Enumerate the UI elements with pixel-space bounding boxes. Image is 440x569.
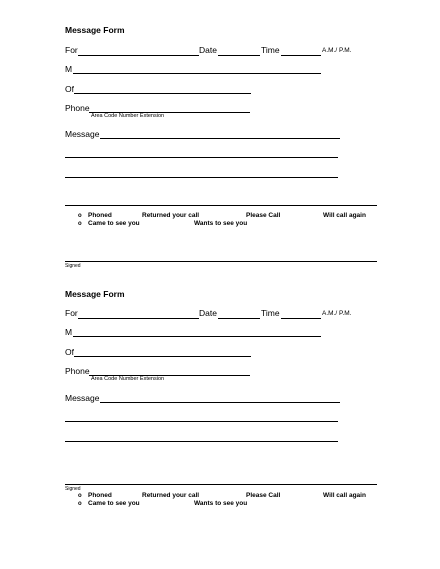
date-field[interactable] xyxy=(218,55,260,56)
for-label: For xyxy=(65,45,78,55)
option-please-call[interactable]: Please Call xyxy=(246,212,281,219)
m-field[interactable] xyxy=(73,73,321,74)
m-label: M xyxy=(65,327,73,337)
option-wants-to-see[interactable]: Wants to see you xyxy=(194,500,248,507)
of-label: Of xyxy=(65,84,74,94)
of-label: Of xyxy=(65,347,74,357)
option-returned-call[interactable]: Returned your call xyxy=(142,492,200,499)
signed-line[interactable] xyxy=(65,261,377,262)
message-line-3[interactable] xyxy=(65,441,338,442)
phone-sub-label: Area Code Number Extension xyxy=(91,376,165,382)
signed-label: Signed xyxy=(65,486,81,492)
ampm-label: A.M./ P.M. xyxy=(322,47,352,54)
message-label: Message xyxy=(65,393,100,403)
option-came-to-see[interactable]: o Came to see you xyxy=(78,220,140,227)
phone-label: Phone xyxy=(65,103,90,113)
for-field[interactable] xyxy=(78,55,199,56)
checkbox-icon: o xyxy=(78,213,82,219)
date-label: Date xyxy=(199,308,217,318)
phone-sub-label: Area Code Number Extension xyxy=(91,113,165,119)
time-label: Time xyxy=(261,308,280,318)
form-title: Message Form xyxy=(65,25,125,35)
checkbox-icon: o xyxy=(78,221,82,227)
message-line-1[interactable] xyxy=(100,402,340,403)
message-label: Message xyxy=(65,129,100,139)
option-will-call-again[interactable]: Will call again xyxy=(323,212,366,219)
option-phoned[interactable]: o Phoned xyxy=(78,492,112,499)
message-line-3[interactable] xyxy=(65,177,338,178)
signed-label: Signed xyxy=(65,263,81,269)
for-field[interactable] xyxy=(78,318,199,319)
time-field[interactable] xyxy=(281,318,321,319)
option-will-call-again[interactable]: Will call again xyxy=(323,492,366,499)
ampm-label: A.M./ P.M. xyxy=(322,310,352,317)
message-line-2[interactable] xyxy=(65,157,338,158)
m-label: M xyxy=(65,64,73,74)
form-title: Message Form xyxy=(65,289,125,299)
signed-line[interactable] xyxy=(65,484,377,485)
message-line-2[interactable] xyxy=(65,421,338,422)
date-label: Date xyxy=(199,45,217,55)
separator-line xyxy=(65,205,377,206)
message-line-1[interactable] xyxy=(100,138,340,139)
checkbox-icon: o xyxy=(78,493,82,499)
option-returned-call[interactable]: Returned your call xyxy=(142,212,200,219)
option-please-call[interactable]: Please Call xyxy=(246,492,281,499)
date-field[interactable] xyxy=(218,318,260,319)
checkbox-icon: o xyxy=(78,501,82,507)
time-field[interactable] xyxy=(281,55,321,56)
for-label: For xyxy=(65,308,78,318)
m-field[interactable] xyxy=(73,336,321,337)
option-phoned[interactable]: o Phoned xyxy=(78,212,112,219)
option-came-to-see[interactable]: o Came to see you xyxy=(78,500,140,507)
time-label: Time xyxy=(261,45,280,55)
phone-label: Phone xyxy=(65,366,90,376)
of-field[interactable] xyxy=(74,93,251,94)
of-field[interactable] xyxy=(74,356,251,357)
option-wants-to-see[interactable]: Wants to see you xyxy=(194,220,248,227)
